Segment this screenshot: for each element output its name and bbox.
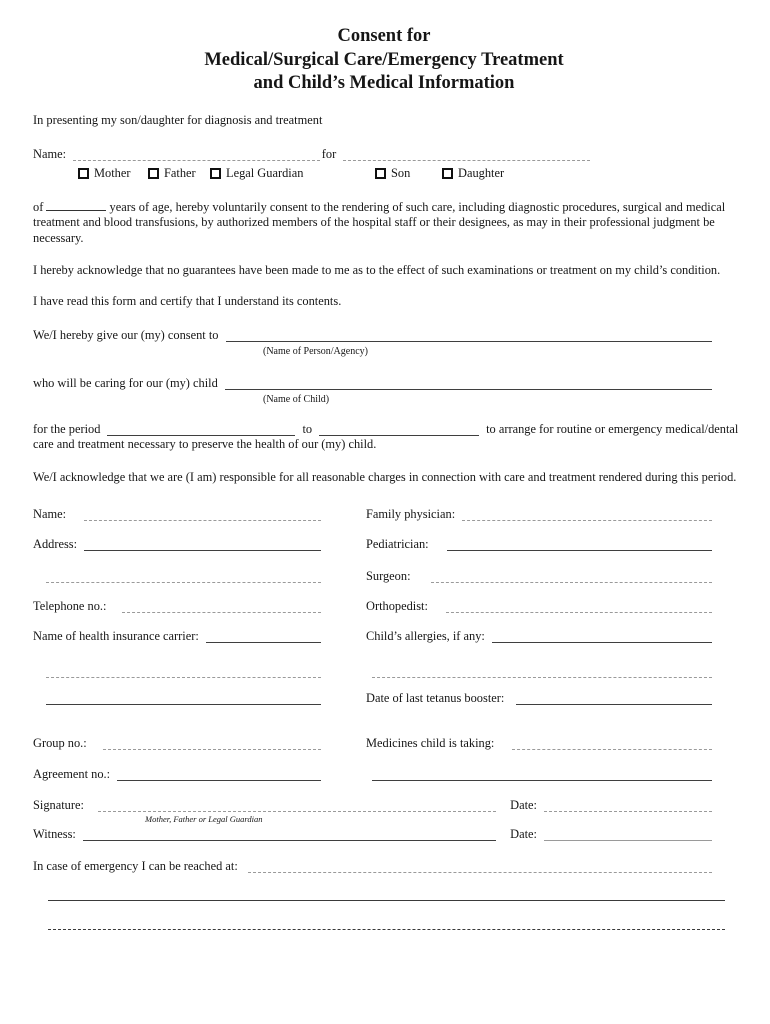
witness-fill-line[interactable] [83,837,496,841]
guardian-name-fill-line[interactable] [343,157,590,161]
surgeon-row [366,569,712,584]
allergies-row [366,629,712,644]
emergency-row [33,859,712,874]
surgeon-label: Surgeon: [366,568,411,583]
period-tail: to arrange for routine or emergency medical/dental [486,422,739,437]
signature-date-label: Date: [510,797,537,812]
period-label: for the period [33,422,101,437]
group-field-row [33,736,321,751]
allergies-extra-row [366,664,712,679]
signature-section [33,798,712,842]
period-section [33,422,739,453]
signature-label: Signature: [33,797,84,812]
insurance-extra-row-2 [33,691,321,706]
caring-for-label: who will be caring for our (my) child [33,376,218,391]
son-label: Son [391,165,411,180]
witness-label: Witness: [33,826,76,841]
son-checkbox-item[interactable] [375,167,410,180]
name-field-line[interactable] [84,517,321,521]
surgeon-line[interactable] [431,579,712,583]
insurance-extra-line-1[interactable] [46,674,321,678]
pediatrician-row [366,537,712,552]
son-checkbox[interactable] [375,168,386,179]
telephone-field-label: Telephone no.: [33,598,107,613]
signature-caption: Mother, Father or Legal Guardian [145,813,263,824]
period-line2: care and treatment necessary to preserve the health of our (my) child. [33,437,377,452]
emergency-fill-line[interactable] [248,869,712,873]
witness-row [33,827,712,842]
allergies-label: Child’s allergies, if any: [366,628,485,643]
medicines-extra-row [366,767,712,782]
name-field-label: Name: [33,506,67,521]
extra-contact-line-2[interactable] [48,928,725,930]
insurance-extra-row-1 [33,664,321,679]
emergency-label: In case of emergency I can be reached at: [33,858,238,873]
name-fill-line[interactable] [73,157,320,161]
form-title [33,25,735,96]
legal-guardian-checkbox[interactable] [210,168,221,179]
caring-for-row [33,376,712,391]
person-agency-caption: (Name of Person/Agency) [263,346,368,358]
allergies-extra-line[interactable] [372,674,712,678]
title-line-2: Medical/Surgical Care/Emergency Treatment [204,49,564,70]
consent-to-label: We/I hereby give our (my) consent to [33,328,219,343]
orthopedist-line[interactable] [446,609,712,613]
for-label: for [321,146,337,161]
orthopedist-label: Orthopedist: [366,598,428,613]
title-line-1: Consent for [337,26,431,46]
age-fill-line[interactable] [46,200,106,211]
signature-row [33,798,712,813]
pediatrician-label: Pediatrician: [366,536,429,551]
telephone-field-line[interactable] [122,609,321,613]
family-physician-label: Family physician: [366,506,456,521]
period-to-label: to [302,422,313,437]
address-field-row [33,537,321,552]
right-column [366,507,712,782]
group-field-label: Group no.: [33,735,87,750]
witness-date-label: Date: [510,826,537,841]
insurance-extra-line-2[interactable] [46,701,321,705]
agreement-field-label: Agreement no.: [33,766,111,781]
period-start-fill-line[interactable] [107,432,295,436]
family-physician-row [366,507,712,522]
witness-date-line[interactable] [544,837,712,841]
legal-guardian-label: Legal Guardian [226,165,304,180]
signature-date-line[interactable] [544,808,712,812]
tetanus-label: Date of last tetanus booster: [366,690,505,705]
address-field-line[interactable] [84,547,321,551]
insurance-field-line[interactable] [206,639,321,643]
insurance-field-row [33,629,321,644]
child-name-fill-line[interactable] [225,386,712,390]
pediatrician-line[interactable] [447,547,712,551]
medicines-row [366,736,712,751]
intro-text: In presenting my son/daughter for diagnosis and treatment [33,112,323,127]
period-end-fill-line[interactable] [319,432,479,436]
medicines-label: Medicines child is taking: [366,735,495,750]
charges-paragraph: We/I acknowledge that we are (I am) responsible for all reasonable charges in connection with care and treatment rendered during this period. [33,469,737,484]
age-prefix: of [33,199,44,214]
family-physician-line[interactable] [462,517,712,521]
left-column [33,507,321,782]
agreement-field-row [33,767,321,782]
tetanus-row [366,691,712,706]
daughter-label: Daughter [458,165,505,180]
mother-label: Mother [94,165,131,180]
allergies-line[interactable] [492,639,712,643]
title-line-3: and Child’s Medical Information [253,73,515,93]
checkbox-row [33,167,735,182]
father-checkbox-item[interactable] [148,167,196,180]
father-checkbox[interactable] [148,168,159,179]
period-row [33,422,739,437]
address-extra-line[interactable] [46,579,321,583]
no-guarantees-paragraph: I hereby acknowledge that no guarantees have been made to me as to the effect of such examinations or treatment on my child’s condition. [33,263,721,278]
insurance-field-label: Name of health insurance carrier: [33,628,199,643]
child-name-caption: (Name of Child) [263,394,330,406]
telephone-field-row [33,599,321,614]
age-text: years of age, hereby voluntarily consent to the rendering of such care, including diagnostic procedures, surgical and medical treatment and blood transfusions, by authorized members of the hospital staff or their designees, as may in their professional judgment be necessary. [33,199,726,245]
extra-contact-line-1[interactable] [48,899,725,901]
name-label: Name: [33,146,67,161]
info-columns [33,507,712,782]
age-consent-paragraph [33,200,735,247]
consent-to-row [33,328,712,343]
legal-guardian-checkbox-item[interactable] [210,167,303,180]
tetanus-line[interactable] [516,701,712,705]
address-field-label: Address: [33,536,78,551]
name-row [33,147,590,162]
mother-checkbox-item[interactable] [78,167,130,180]
daughter-checkbox-item[interactable] [442,167,504,180]
medicines-line[interactable] [512,746,712,750]
agreement-field-line[interactable] [117,777,321,781]
medicines-extra-line[interactable] [372,777,712,781]
address-extra-row [33,569,321,584]
daughter-checkbox[interactable] [442,168,453,179]
name-field-row [33,507,321,522]
group-field-line[interactable] [103,746,321,750]
orthopedist-row [366,599,712,614]
mother-checkbox[interactable] [78,168,89,179]
father-label: Father [164,165,196,180]
read-certify-paragraph: I have read this form and certify that I understand its contents. [33,294,342,309]
person-agency-fill-line[interactable] [226,338,713,342]
signature-fill-line[interactable] [98,808,496,812]
